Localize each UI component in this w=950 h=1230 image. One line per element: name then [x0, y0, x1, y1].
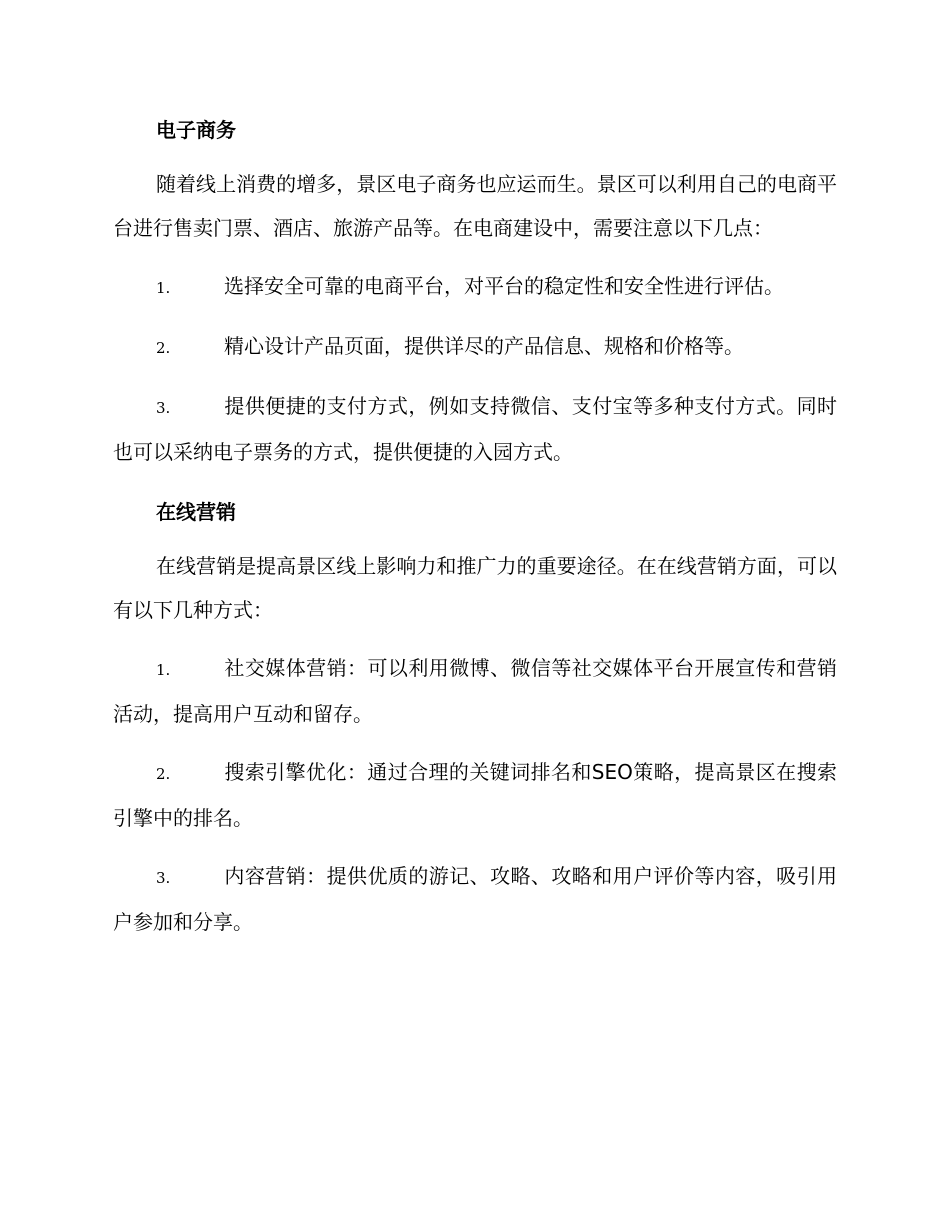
section-heading-online-marketing: 在线营销 — [156, 500, 236, 524]
list-item-text: 搜索引擎优化：通过合理的关键词排名和SEO策略，提高景区在搜索引擎中的排名。 — [113, 760, 837, 830]
list-item-number: 3. — [156, 399, 171, 417]
list-item — [113, 384, 837, 474]
list-item-number: 1. — [156, 661, 171, 679]
document-body — [113, 110, 837, 958]
section-intro-ecommerce: 随着线上消费的增多，景区电子商务也应运而生。景区可以利用自己的电商平台进行售卖门票、酒店、旅游产品等。在电商建设中，需要注意以下几点： — [113, 172, 837, 240]
section-intro-online-marketing: 在线营销是提高景区线上影响力和推广力的重要途径。在在线营销方面，可以有以下几种方式： — [113, 554, 837, 622]
list-item-number: 2. — [156, 339, 171, 357]
list-item-text: 选择安全可靠的电商平台，对平台的稳定性和安全性进行评估。 — [224, 274, 784, 298]
list-item-text: 社交媒体营销：可以利用微博、微信等社交媒体平台开展宣传和营销活动，提高用户互动和留存。 — [113, 656, 837, 726]
list-item — [113, 264, 837, 310]
list-item — [113, 324, 837, 370]
list-item-text: 提供便捷的支付方式，例如支持微信、支付宝等多种支付方式。同时也可以采纳电子票务的方式，提供便捷的入园方式。 — [113, 394, 837, 464]
list-item-text: 内容营销：提供优质的游记、攻略、攻略和用户评价等内容，吸引用户参加和分享。 — [113, 864, 837, 934]
list-item-number: 2. — [156, 765, 171, 783]
list-item-text: 精心设计产品页面，提供详尽的产品信息、规格和价格等。 — [224, 334, 744, 358]
list-item-number: 3. — [156, 869, 171, 887]
list-item — [113, 646, 837, 736]
list-item-number: 1. — [156, 279, 171, 297]
list-item — [113, 854, 837, 944]
list-item — [113, 750, 837, 840]
section-heading-ecommerce: 电子商务 — [156, 118, 236, 142]
